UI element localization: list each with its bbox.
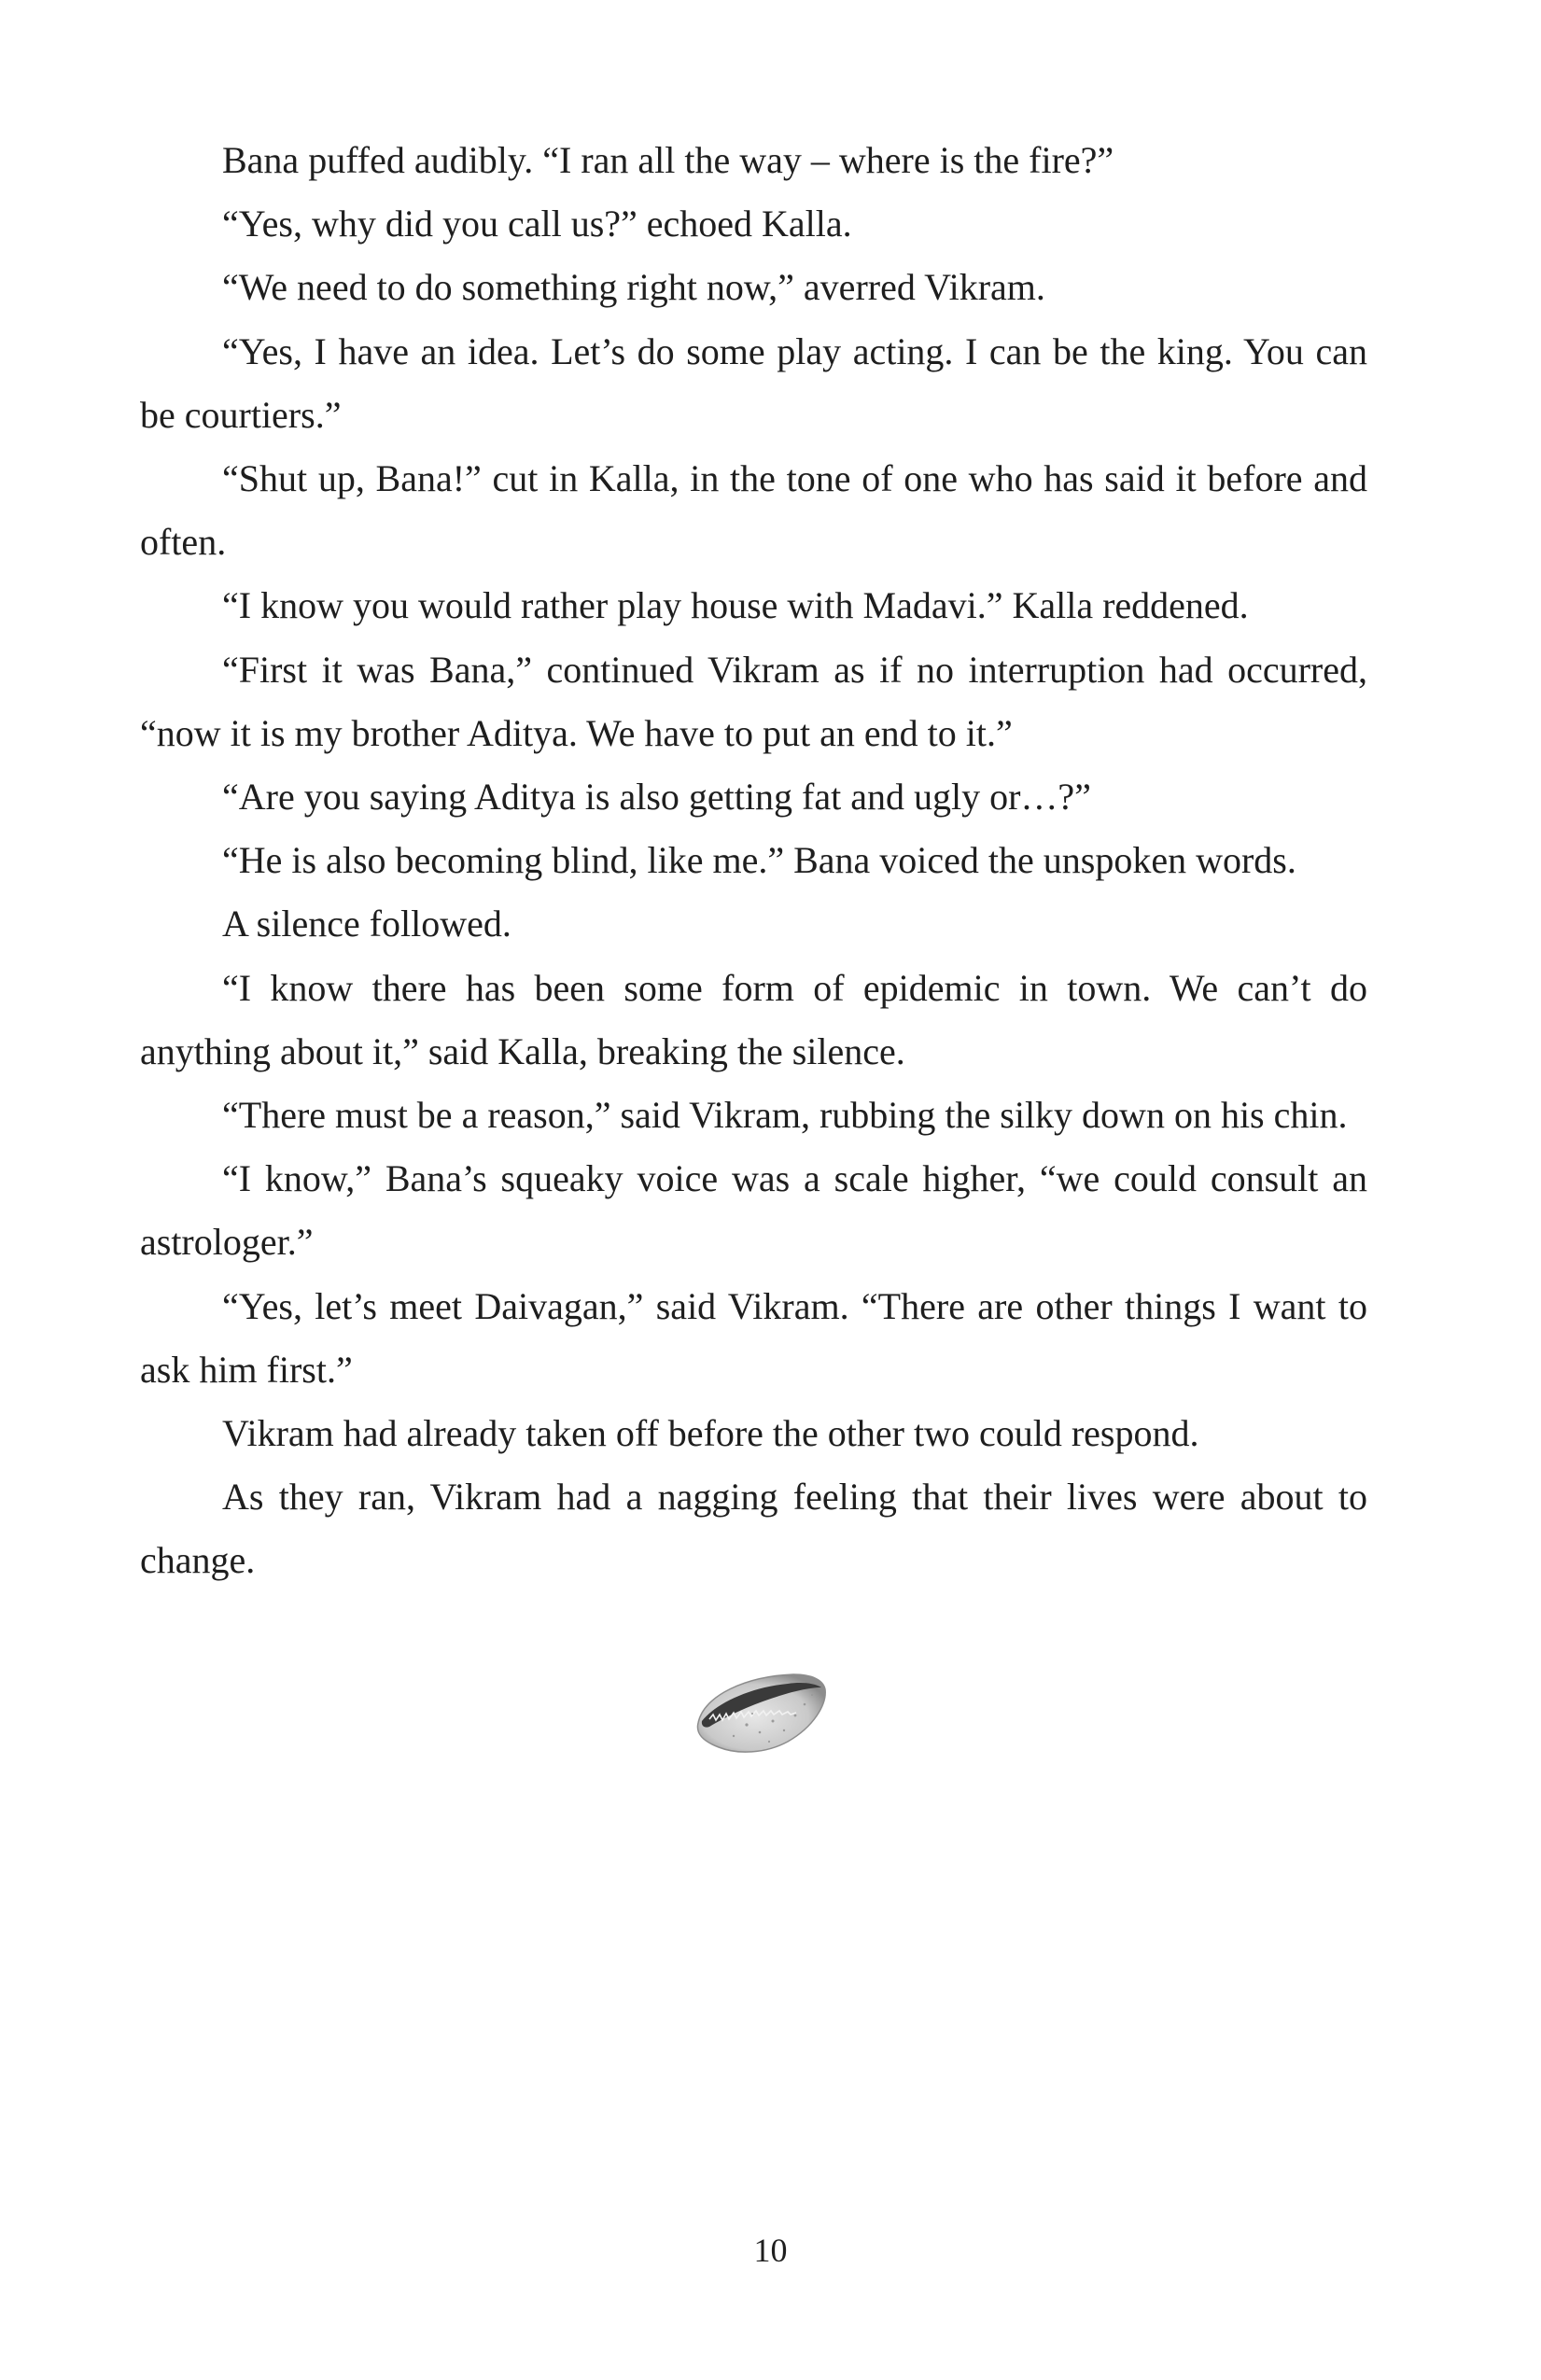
page-number: 10 [753,2232,788,2269]
paragraph: “I know,” Bana’s squeaky voice was a scale higher, “we could consult an astrologer.” [140,1157,1367,1264]
body-text [140,129,1367,1593]
paragraph: “Yes, I have an idea. Let’s do some play acting. I can be the king. You can be courtiers.” [140,329,1367,436]
paragraph: “I know you would rather play house with Madavi.” Kalla reddened. [222,584,1249,627]
paragraph: “Are you saying Aditya is also getting fat and ugly or…?” [222,776,1091,819]
seashell-icon [691,1667,829,1757]
paragraph: “We need to do something right now,” averred Vikram. [222,266,1045,309]
paragraph: Bana puffed audibly. “I ran all the way – where is the fire?” [222,139,1114,181]
paragraph: “First it was Bana,” continued Vikram as if no interruption had occurred, “now it is my brother Aditya. We have to put an end to it.” [140,648,1367,754]
paragraph: “Yes, why did you call us?” echoed Kalla. [222,203,852,245]
paragraph: “Shut up, Bana!” cut in Kalla, in the tone of one who has said it before and often. [140,457,1367,564]
paragraph: “I know there has been some form of epidemic in town. We can’t do anything about it,” said Kalla, breaking the silence. [140,966,1367,1072]
paragraph: “He is also becoming blind, like me.” Bana voiced the unspoken words. [222,839,1296,882]
paragraph: “There must be a reason,” said Vikram, rubbing the silky down on his chin. [222,1094,1348,1137]
paragraph: “Yes, let’s meet Daivagan,” said Vikram. “There are other things I want to ask him first.” [140,1284,1367,1391]
paragraph: A silence followed. [222,903,511,945]
paragraph: Vikram had already taken off before the other two could respond. [222,1412,1199,1455]
paragraph: As they ran, Vikram had a nagging feeling that their lives were about to change. [140,1476,1367,1582]
